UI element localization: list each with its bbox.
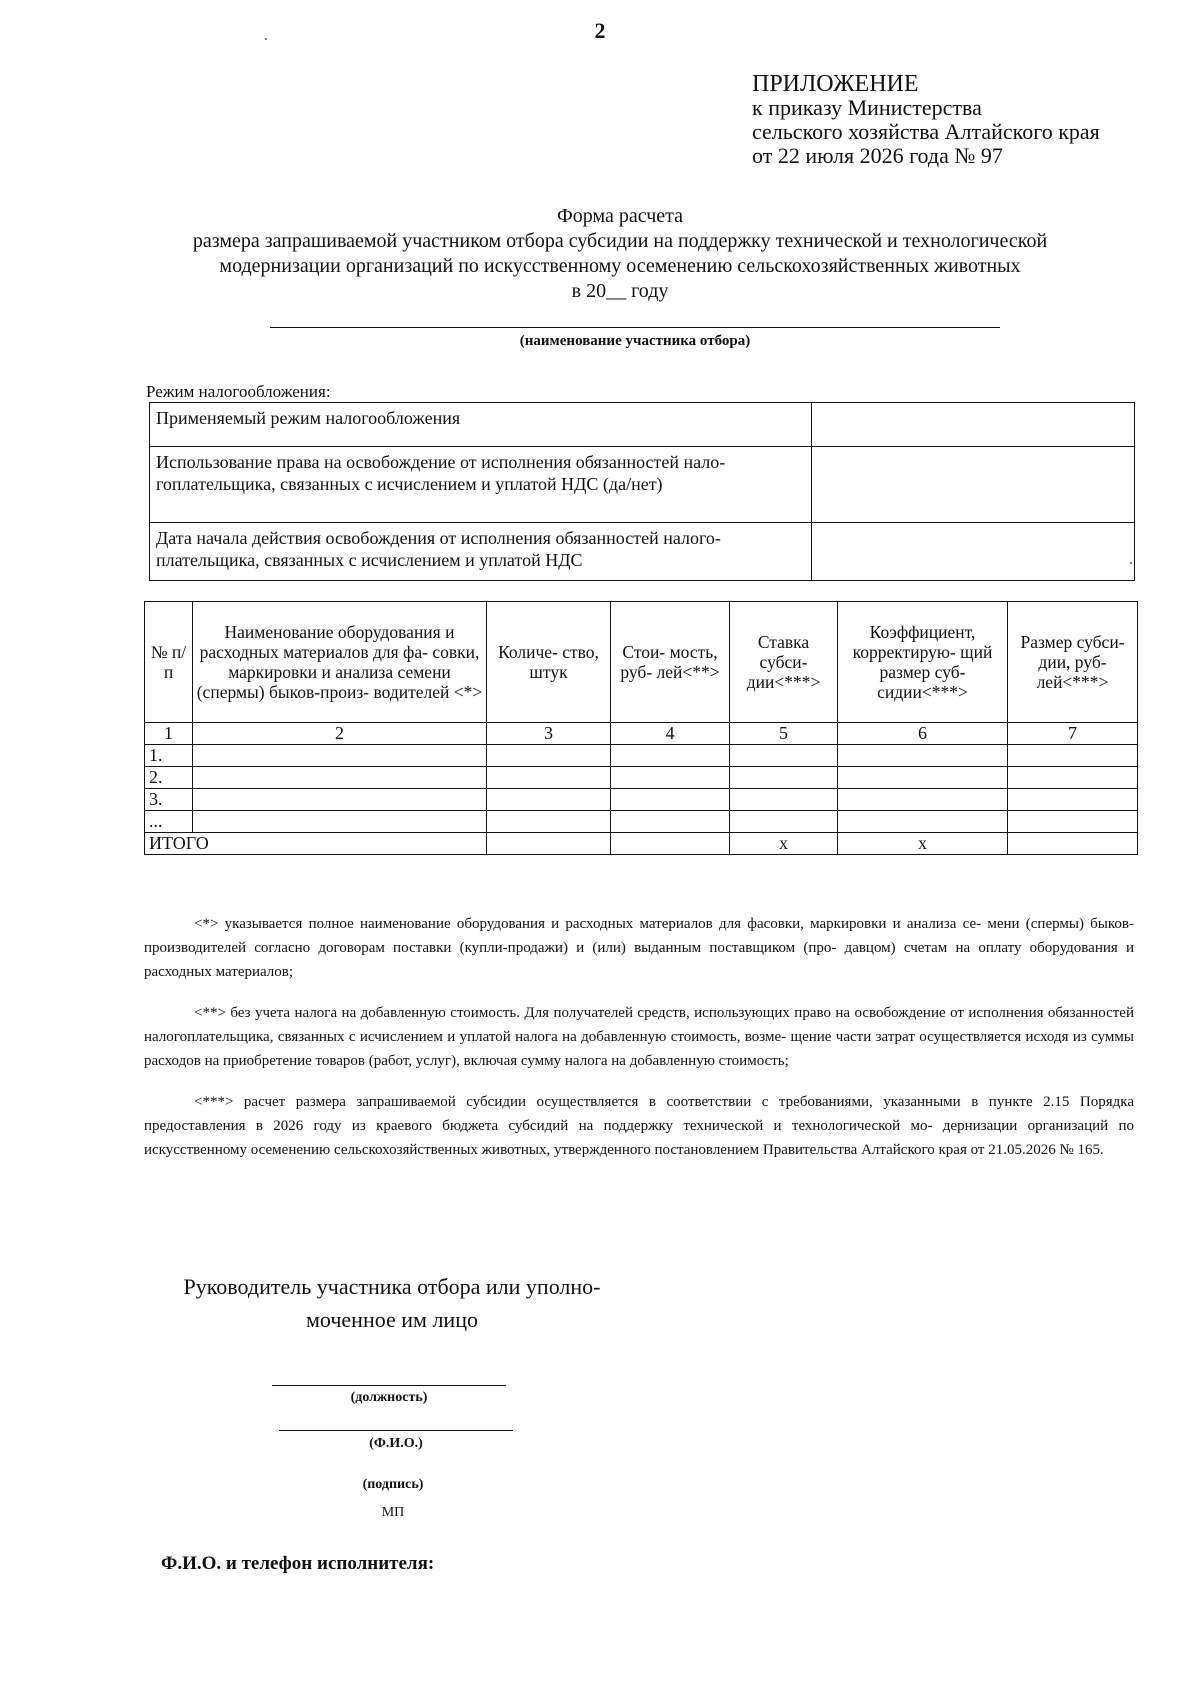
row-number: 2. <box>145 767 193 789</box>
participant-caption: (наименование участника отбора) <box>519 333 751 349</box>
table-cell[interactable] <box>1008 767 1138 789</box>
tax-regime-row <box>150 447 1135 523</box>
tax-regime-value-cell[interactable] <box>812 447 1135 523</box>
footnote: <**> без учета налога на добавленную стоимость. Для получателей средств, использующих право на освобождение от исполнения обязанностей налогоплательщика, связанных с исчислением и уплатой налога на добавленную стоимость, возме- щение части затрат осуществляется исходя из суммы расходов на приобретение товаров (работ, услуг), включая сумму налога на добавленную стоимость; <box>144 1005 1134 1069</box>
table-cell[interactable] <box>611 811 730 833</box>
col-header-equipment-name: Наименование оборудования и расходных материалов для фа- совки, маркировки и анализа семени (спермы) быков-произ- водителей <*> <box>193 602 487 723</box>
tax-regime-row <box>150 523 1135 581</box>
table-cell[interactable] <box>1008 745 1138 767</box>
table-cell[interactable] <box>487 767 611 789</box>
total-cell[interactable] <box>611 833 730 855</box>
table-cell[interactable] <box>193 789 487 811</box>
tax-regime-question: Применяемый режим налогообложения <box>150 403 812 447</box>
appendix-line: сельского хозяйства Алтайского края <box>752 119 1100 144</box>
position-caption: (должность) <box>350 1390 428 1405</box>
table-cell[interactable] <box>730 745 838 767</box>
table-cell[interactable] <box>730 767 838 789</box>
name-caption: (Ф.И.О.) <box>369 1436 423 1451</box>
signatory-title <box>157 1270 627 1336</box>
table-cell[interactable] <box>730 789 838 811</box>
signatory-line: Руководитель участника отбора или уполно- <box>183 1274 601 1299</box>
tax-regime-value-cell[interactable] <box>812 403 1135 447</box>
signature-caption: (подпись) <box>362 1477 424 1492</box>
table-cell[interactable] <box>487 745 611 767</box>
appendix-line: от 22 июля 2026 года № 97 <box>752 143 1003 168</box>
position-line[interactable] <box>272 1385 506 1386</box>
total-row <box>145 833 1138 855</box>
table-row <box>145 811 1138 833</box>
signatory-line: моченное им лицо <box>306 1307 478 1332</box>
table-row <box>145 789 1138 811</box>
table-cell[interactable] <box>487 789 611 811</box>
table-cell[interactable] <box>487 811 611 833</box>
name-line[interactable] <box>279 1430 513 1431</box>
total-cell: x <box>838 833 1008 855</box>
scan-speck <box>265 38 267 40</box>
tax-regime-label: Режим налогообложения: <box>146 382 331 401</box>
table-row <box>145 767 1138 789</box>
table-cell[interactable] <box>193 811 487 833</box>
tax-regime-table <box>149 402 1135 581</box>
tax-regime-question: Дата начала действия освобождения от исполнения обязанностей налого- плательщика, связанных с исчислением и уплатой НДС <box>150 523 812 581</box>
footnotes <box>144 912 1134 1179</box>
col-header-number: № п/п <box>145 602 193 723</box>
col-header-cost: Стои- мость, руб- лей<**> <box>611 602 730 723</box>
table-cell[interactable] <box>193 767 487 789</box>
column-number: 2 <box>193 723 487 745</box>
appendix-block <box>752 72 1100 168</box>
column-number: 5 <box>730 723 838 745</box>
table-cell[interactable] <box>838 767 1008 789</box>
column-number: 4 <box>611 723 730 745</box>
row-number: 1. <box>145 745 193 767</box>
column-number: 6 <box>838 723 1008 745</box>
table-cell[interactable] <box>838 811 1008 833</box>
total-cell[interactable] <box>487 833 611 855</box>
table-cell[interactable] <box>838 745 1008 767</box>
table-cell[interactable] <box>1008 789 1138 811</box>
tax-regime-value-cell[interactable] <box>812 523 1135 581</box>
page-number: 2 <box>594 18 606 43</box>
col-header-subsidy-amount: Размер субси- дии, руб- лей<***> <box>1008 602 1138 723</box>
equipment-table <box>144 601 1138 855</box>
column-number: 7 <box>1008 723 1138 745</box>
appendix-line: к приказу Министерства <box>752 95 982 120</box>
table-cell[interactable] <box>1008 811 1138 833</box>
form-title-line: в 20__ году <box>571 280 669 302</box>
scan-speck <box>1130 562 1132 564</box>
col-header-subsidy-rate: Ставка субси- дии<***> <box>730 602 838 723</box>
form-title <box>120 204 1120 304</box>
footnote: <*> указывается полное наименование оборудования и расходных материалов для фасовки, маркировки и анализа се- мени (спермы) быков-производителей согласно договорам поставки (купли-продажи) и (или) выданным поставщиком (про- давцом) счетам на оплату оборудования и расходных материалов; <box>144 916 1134 980</box>
column-number: 1 <box>145 723 193 745</box>
form-title-line: размера запрашиваемой участником отбора субсидии на поддержку технической и технологической <box>192 230 1048 252</box>
table-cell[interactable] <box>611 767 730 789</box>
footnote: <***> расчет размера запрашиваемой субсидии осуществляется в соответствии с требованиями, указанными в пункте 2.15 Порядка предоставления в 2026 году из краевого бюджета субсидий на поддержку технической и технологической мо- дернизации организаций по искусственному осеменению сельскохозяйственных животных, утвержденного постановлением Правительства Алтайского края от 21.05.2026 № 165. <box>144 1094 1134 1158</box>
appendix-heading: ПРИЛОЖЕНИЕ <box>752 71 919 97</box>
column-number-row <box>145 723 1138 745</box>
table-row <box>145 745 1138 767</box>
tax-regime-row <box>150 403 1135 447</box>
table-cell[interactable] <box>838 789 1008 811</box>
total-label: ИТОГО <box>145 833 487 855</box>
total-cell[interactable] <box>1008 833 1138 855</box>
table-header-row <box>145 602 1138 723</box>
table-cell[interactable] <box>611 745 730 767</box>
participant-name-line[interactable] <box>270 327 1000 328</box>
col-header-coefficient: Коэффициент, корректирую- щий размер суб- сидии<***> <box>838 602 1008 723</box>
executor-label: Ф.И.О. и телефон исполнителя: <box>161 1553 435 1574</box>
form-title-line: Форма расчета <box>556 205 684 227</box>
stamp-label: МП <box>381 1505 405 1520</box>
column-number: 3 <box>487 723 611 745</box>
table-cell[interactable] <box>611 789 730 811</box>
row-number: ... <box>145 811 193 833</box>
col-header-quantity: Количе- ство, штук <box>487 602 611 723</box>
row-number: 3. <box>145 789 193 811</box>
total-cell: x <box>730 833 838 855</box>
table-cell[interactable] <box>193 745 487 767</box>
form-title-line: модернизации организаций по искусственному осеменению сельскохозяйственных животных <box>219 255 1021 277</box>
table-cell[interactable] <box>730 811 838 833</box>
tax-regime-question: Использование права на освобождение от исполнения обязанностей нало- гоплательщика, связанных с исчислением и уплатой НДС (да/нет) <box>150 447 812 523</box>
